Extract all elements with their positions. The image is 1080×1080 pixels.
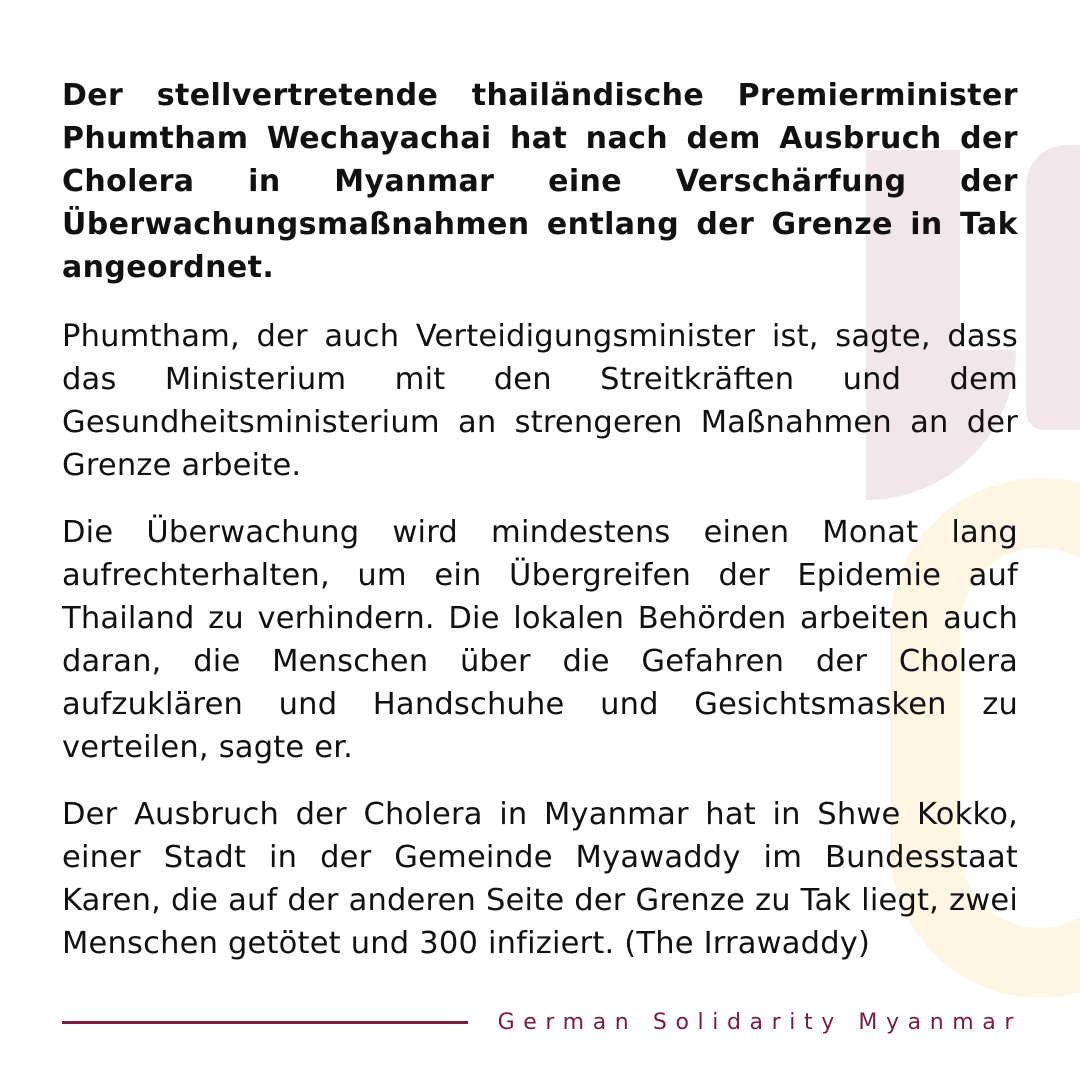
- paragraph-2: Die Überwachung wird mindestens einen Monat lang aufrechterhalten, um ein Übergreifen der Epidemie auf Thailand zu verhindern. Die lokalen Behörden arbeiten auch daran, die Menschen über die Gefahren der Cholera aufzuklären und Handschuhe und Gesichtsmasken zu verteilen, sagte er.: [62, 515, 1018, 765]
- footer: [62, 1010, 1022, 1036]
- lead-paragraph: Der stellvertretende thailändische Premierminister Phumtham Wechayachai hat nach dem Ausbruch der Cholera in Myanmar eine Verschärfung der Überwachungsmaßnahmen entlang der Grenze in Tak angeordnet.: [62, 78, 1018, 285]
- paragraph-1: Phumtham, der auch Verteidigungsminister ist, sagte, dass das Ministerium mit den Streitkräften und dem Gesundheitsministerium an strengeren Maßnahmen an der Grenze arbeite.: [62, 319, 1018, 483]
- article-body: [62, 74, 1018, 989]
- footer-brand: German Solidarity Myanmar: [497, 1010, 1022, 1035]
- paragraph-3: Der Ausbruch der Cholera in Myanmar hat in Shwe Kokko, einer Stadt in der Gemeinde Myawaddy im Bundesstaat Karen, die auf der anderen Seite der Grenze zu Tak liegt, zwei Menschen getötet und 300 infiziert. (The Irrawaddy): [62, 797, 1018, 961]
- watermark-bar: [1026, 145, 1080, 430]
- footer-divider: [62, 1021, 468, 1024]
